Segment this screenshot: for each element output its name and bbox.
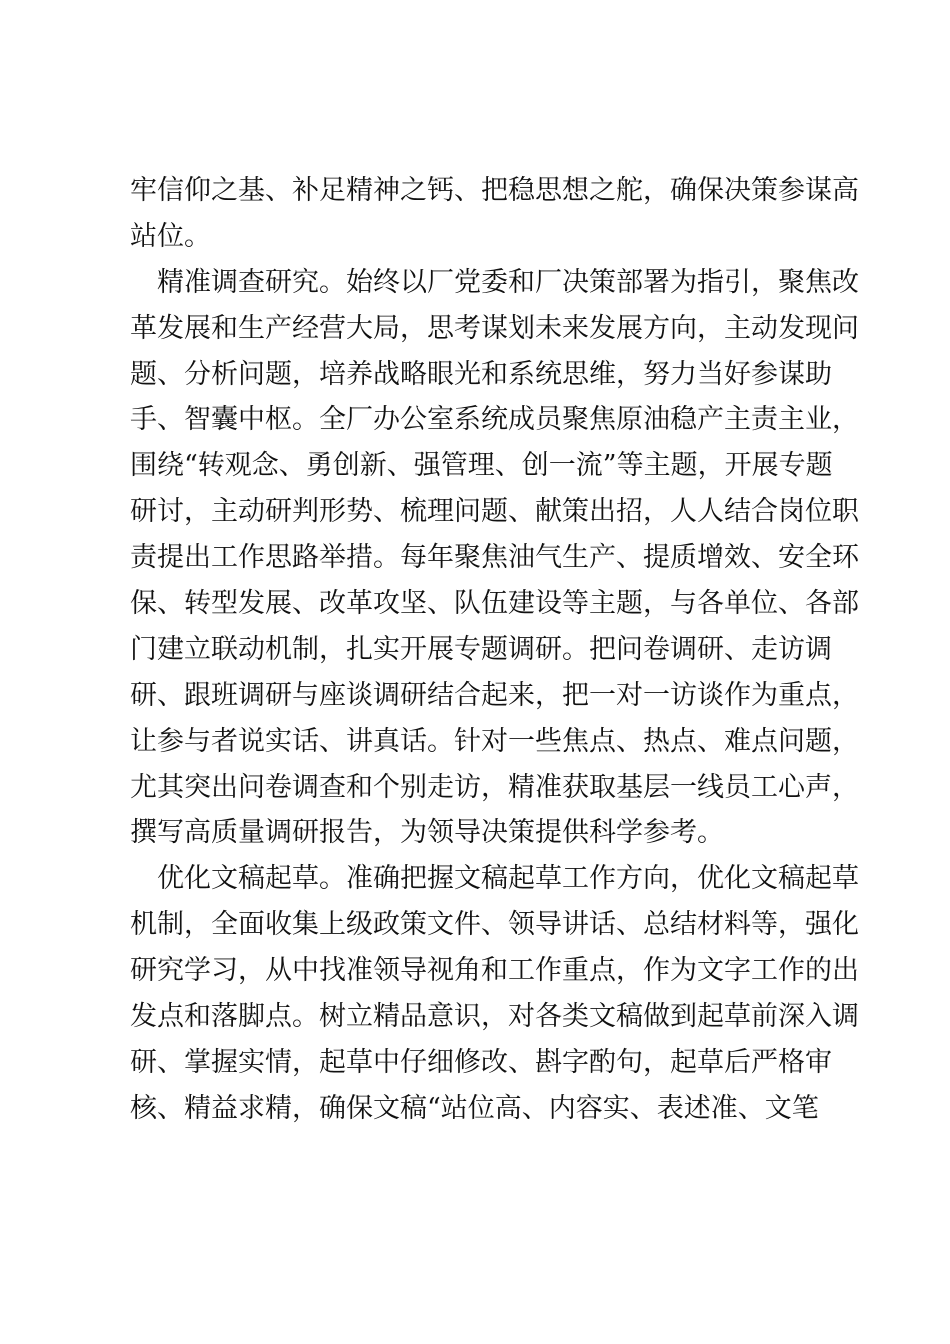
paragraph-line: 革发展和生产经营大局，思考谋划未来发展方向，主动发现问 bbox=[130, 312, 859, 344]
paragraph-line: 研究学习，从中找准领导视角和工作重点，作为文字工作的出 bbox=[130, 955, 859, 987]
paragraph-3 bbox=[130, 856, 859, 1131]
paragraph-line: 门建立联动机制，扎实开展专题调研。把问卷调研、走访调 bbox=[130, 633, 832, 665]
paragraph-line: 保、转型发展、改革攻坚、队伍建设等主题，与各单位、各部 bbox=[130, 588, 859, 620]
paragraph-line: 机制，全面收集上级政策文件、领导讲话、总结材料等，强化 bbox=[130, 909, 859, 941]
paragraph-line: 尤其突出问卷调查和个别走访，精准获取基层一线员工心声， bbox=[130, 771, 859, 803]
paragraph-line: 让参与者说实话、讲真话。针对一些焦点、热点、难点问题， bbox=[130, 725, 859, 757]
paragraph-line: 围绕“转观念、勇创新、强管理、创一流”等主题，开展专题 bbox=[130, 450, 833, 482]
paragraph-line: 研讨，主动研判形势、梳理问题、献策出招，人人结合岗位职 bbox=[130, 496, 859, 528]
paragraph-2 bbox=[130, 260, 859, 857]
paragraph-line: 责提出工作思路举措。每年聚焦油气生产、提质增效、安全环 bbox=[130, 542, 859, 574]
paragraph-line: 发点和落脚点。树立精品意识，对各类文稿做到起草前深入调 bbox=[130, 1001, 859, 1033]
paragraph-line: 牢信仰之基、补足精神之钙、把稳思想之舵，确保决策参谋高 bbox=[130, 175, 859, 206]
paragraph-line: 站位。 bbox=[130, 220, 211, 252]
document-body bbox=[130, 168, 859, 1132]
paragraph-1 bbox=[130, 168, 859, 260]
paragraph-line: 撰写高质量调研报告，为领导决策提供科学参考。 bbox=[130, 817, 724, 849]
paragraph-line: 精准调查研究。始终以厂党委和厂决策部署为指引，聚焦改 bbox=[157, 266, 859, 298]
paragraph-line: 题、分析问题，培养战略眼光和系统思维，努力当好参谋助 bbox=[130, 358, 832, 390]
paragraph-line: 研、跟班调研与座谈调研结合起来，把一对一访谈作为重点， bbox=[130, 679, 859, 711]
paragraph-line: 手、智囊中枢。全厂办公室系统成员聚焦原油稳产主责主业， bbox=[130, 404, 859, 436]
paragraph-line: 核、精益求精，确保文稿“站位高、内容实、表述准、文笔 bbox=[130, 1092, 819, 1124]
paragraph-line: 研、掌握实情，起草中仔细修改、斟字酌句，起草后严格审 bbox=[130, 1046, 832, 1078]
paragraph-line: 优化文稿起草。准确把握文稿起草工作方向，优化文稿起草 bbox=[157, 863, 859, 895]
